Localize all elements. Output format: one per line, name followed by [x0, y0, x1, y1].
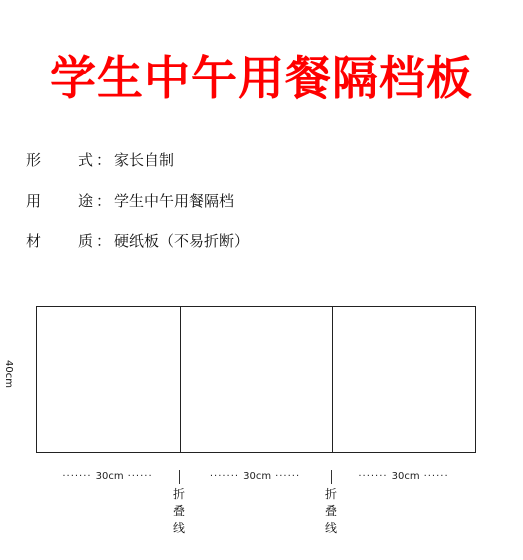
panel-width-label: 30cm: [95, 471, 124, 482]
dimension-dots: ·······: [62, 471, 92, 482]
page-title: 学生中午用餐隔档板: [50, 51, 473, 105]
width-dimension-row: [36, 470, 476, 484]
fold-label-char: 折: [324, 487, 337, 501]
fold-label-char: 叠: [172, 504, 185, 518]
fold-label-char: 折: [172, 487, 185, 501]
fold-label-char: 叠: [324, 504, 337, 518]
width-dimension-segment-1: [36, 470, 179, 484]
spec-label-first-char: 形: [26, 151, 42, 169]
fold-label-char: 线: [324, 521, 337, 535]
spec-colon: ：: [96, 151, 112, 169]
height-dimension-label: 40cm: [3, 360, 14, 388]
fold-tick-1: [179, 470, 180, 484]
fold-line-2: [332, 307, 333, 452]
panel-width-label: 30cm: [243, 471, 272, 482]
spec-label-second-char: 式: [78, 151, 94, 169]
spec-value: 学生中午用餐隔档: [114, 192, 235, 210]
spec-label-second-char: 质: [78, 232, 94, 250]
panel-width-label: 30cm: [391, 471, 420, 482]
spec-value: 硬纸板（不易折断）: [114, 232, 250, 250]
spec-value: 家长自制: [114, 151, 175, 169]
fold-line-label-1: [171, 486, 187, 537]
fold-line-1: [180, 307, 181, 452]
width-dimension-segment-2: [179, 470, 331, 484]
dimension-dots: ······: [275, 471, 301, 482]
fold-line-label-2: [323, 486, 339, 537]
fold-label-char: 线: [172, 521, 185, 535]
dimension-dots: ······: [127, 471, 153, 482]
spec-colon: ：: [96, 192, 112, 210]
width-dimension-segment-3: [331, 470, 476, 484]
dimension-dots: ·······: [358, 471, 388, 482]
spec-label-first-char: 材: [26, 232, 42, 250]
dimension-dots: ······: [423, 471, 449, 482]
dimension-dots: ·······: [209, 471, 240, 482]
spec-label-second-char: 途: [78, 192, 94, 210]
fold-tick-2: [331, 470, 332, 484]
divider-board-diagram: [36, 306, 476, 453]
spec-colon: ：: [96, 232, 112, 250]
spec-label-first-char: 用: [26, 192, 42, 210]
